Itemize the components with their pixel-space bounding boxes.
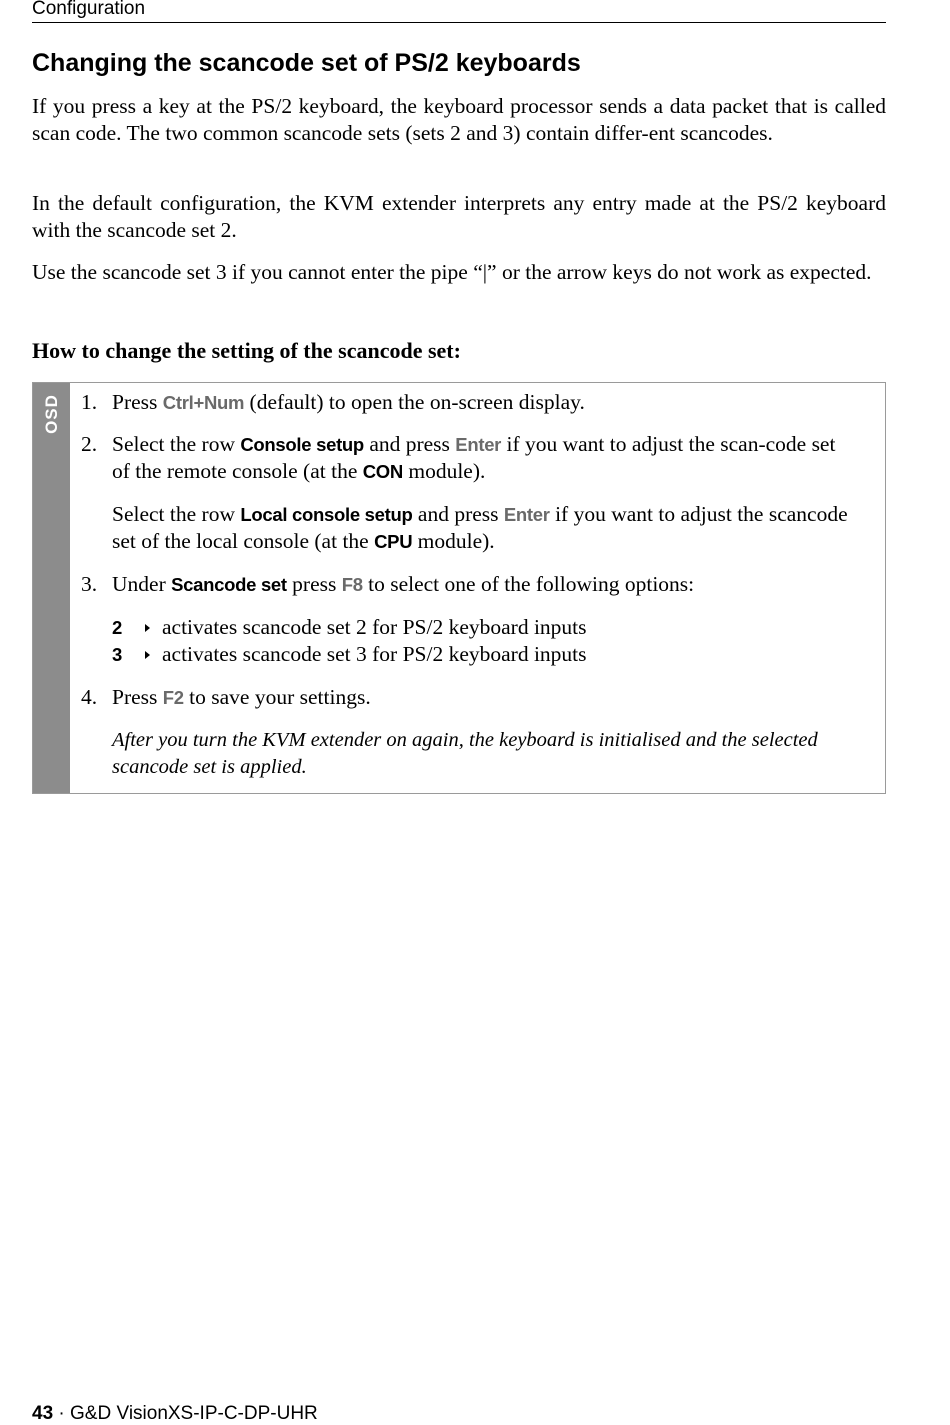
page-number: 43 [32,1403,54,1424]
option-key: 3 [112,644,123,665]
module-cpu: CPU [374,531,413,552]
osd-instruction-box: OSD 1. Press Ctrl+Num (default) to open the on-screen display. 2. Select the row Console setup and press Enter if you want to adjust the scan-code set of the remote console (at the CON module). Select the row Local console setup and press Enter if you want to adjust the scancode set of the local console (at the CPU module). 3. Under Scancode set press F8 to select one of the following options: 2 activates scancode set 2 for PS/2 keyboard inputs 3 activates scancode set 3 for PS/2 keyboard inputs 4. Press F2 to save your settings. After you turn the KVM extender on again, the keyboard is initialised and the selected scancode set is applied. [32,382,886,794]
key-ctrl-num: Ctrl+Num [162,392,245,413]
option-description: activates scancode set 3 for PS/2 keyboard inputs [162,642,587,666]
key-f8: F8 [341,574,363,595]
option-row [112,614,852,641]
field-scancode-set: Scancode set [171,574,287,595]
osd-sidebar [33,383,70,793]
step-text: Press F2 to save your settings. [112,685,371,709]
step-number: 1. [81,390,98,414]
intro-paragraph-2: In the default configuration, the KVM extender interprets any entry made at the PS/2 keyboard with the scancode set 2. [32,191,886,242]
step-number: 3. [81,572,98,596]
running-header: Configuration [32,0,886,23]
page-footer: 43 · G&D VisionXS-IP-C-DP-UHR [32,1403,318,1424]
triangle-right-icon [145,624,150,632]
howto-heading: How to change the setting of the scancode set: [32,338,461,363]
step-number: 2. [81,432,98,456]
menu-row-local-console-setup: Local console setup [240,504,413,525]
option-key: 2 [112,617,123,638]
intro-paragraph-1: If you press a key at the PS/2 keyboard, the keyboard processor sends a data packet that is called scan code. The two common scancode sets (sets 2 and 3) contain differ-ent scancodes. [32,94,886,145]
osd-sidebar-label: OSD [42,394,61,434]
menu-row-console-setup: Console setup [240,434,364,455]
option-description: activates scancode set 2 for PS/2 keyboard inputs [162,615,587,639]
product-name: G&D VisionXS-IP-C-DP-UHR [70,1403,318,1424]
manual-page [32,0,886,1424]
key-f2: F2 [162,687,184,708]
step-text: Under Scancode set press F8 to select one of the following options: [112,572,695,596]
step-text: Press Ctrl+Num (default) to open the on-screen display. [112,390,585,414]
key-enter: Enter [503,504,550,525]
intro-paragraph-3: Use the scancode set 3 if you cannot enter the pipe “|” or the arrow keys do not work as expected. [32,260,872,284]
triangle-right-icon [145,651,150,659]
step-text: Select the row Local console setup and press Enter if you want to adjust the scancode set of the local console (at the CPU module). [112,502,848,553]
section-title: Changing the scancode set of PS/2 keyboards [32,49,581,77]
module-con: CON [362,461,403,482]
step-text: Select the row Console setup and press Enter if you want to adjust the scan-code set of the remote console (at the CON module). [112,432,836,483]
key-enter: Enter [455,434,502,455]
option-row [112,641,852,668]
step-number: 4. [81,685,98,709]
